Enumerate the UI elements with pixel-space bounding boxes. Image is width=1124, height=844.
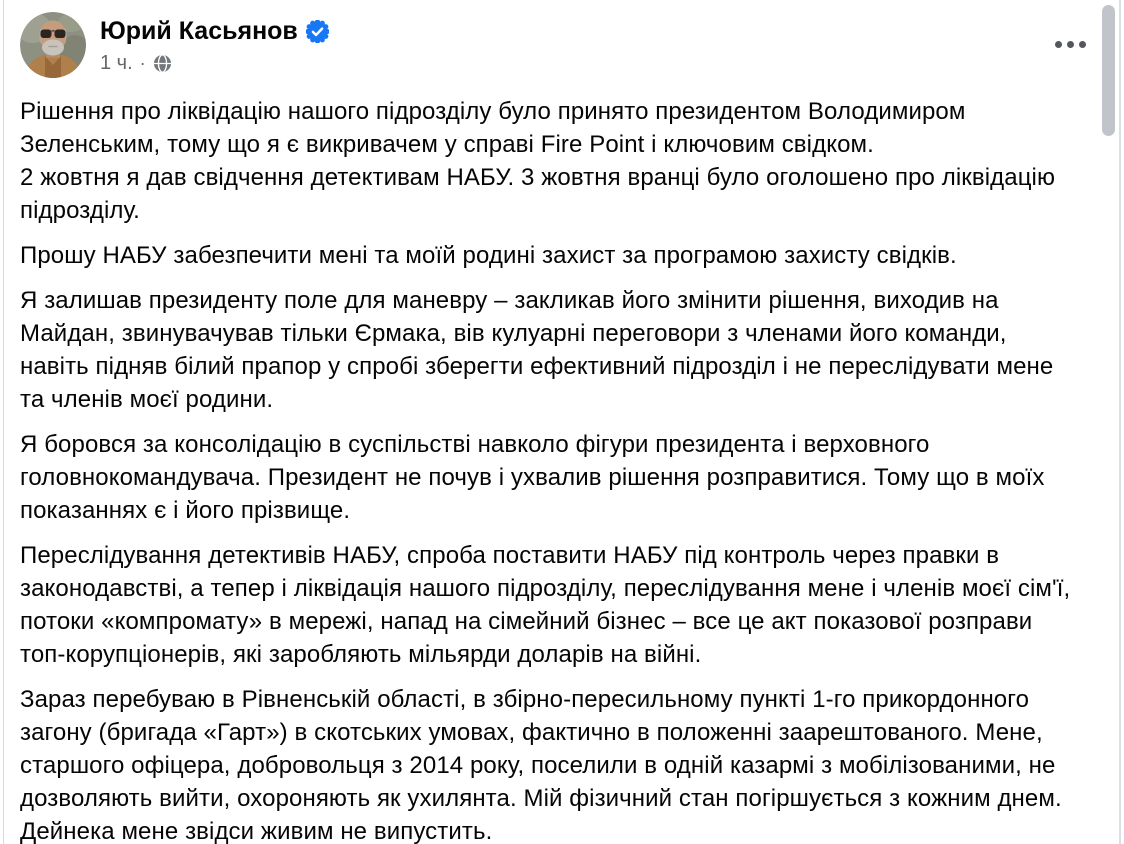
- ellipsis-icon: [1067, 41, 1074, 48]
- avatar-portrait-image: [20, 12, 86, 78]
- author-name-row: [100, 16, 329, 46]
- post-paragraph: Рішення про ліквідацію нашого підрозділу було принято президентом Володимиром Зеленським, тому що я є викривачем у справі Fire Point і ключовим свідком.: [20, 98, 966, 158]
- post-header: [0, 0, 1124, 78]
- post-paragraph: 2 жовтня я дав свідчення детективам НАБУ. 3 жовтня вранці було оголошено про ліквідацію підрозділу.: [20, 164, 1056, 224]
- globe-icon: [153, 54, 172, 73]
- post-paragraph: Я боровся за консолідацію в суспільстві навколо фігури президента і верховного головнокомандувача. Президент не почув і ухвалив рішення розправитися. Тому що в моїх показаннях є і його прізвище.: [20, 431, 1045, 524]
- post-paragraph: Зараз перебуваю в Рівненській області, в збірно-пересильному пункті 1-го прикордонного загону (бригада «Гарт») в скотських умовах, фактично в положенні заарештованого. Мене, старшого офіцера, добровольця з 2014 року, поселили в одній казармі з мобілізованими, не дозволяють вийти, охороняють як ухилянта. Мій фізичний стан погіршується з кожним днем. Дейнека мене звідси живим не випустить.: [20, 686, 1062, 844]
- more-options-button[interactable]: [1047, 33, 1094, 56]
- post-body: [0, 78, 1124, 844]
- post-paragraph: Прошу НАБУ забезпечити мені та моїй родині захист за програмою захисту свідків.: [20, 242, 957, 269]
- meta-separator: ·: [139, 53, 146, 73]
- post-meta-row[interactable]: [100, 51, 329, 75]
- post-paragraph: Я залишав президенту поле для маневру – закликав його змінити рішення, виходив на Майдан, звинувачував тільки Єрмака, вів кулуарні переговори з членами його команди, навіть підняв білий прапор у спробі зберегти ефективний підрозділ і не переслідувати мене та членів моєї родини.: [20, 287, 1054, 413]
- verified-badge-icon: [306, 20, 329, 43]
- window-right-border: [1119, 0, 1121, 844]
- avatar[interactable]: [20, 12, 86, 78]
- ellipsis-icon: [1055, 41, 1062, 48]
- card-left-border: [3, 0, 4, 844]
- post-paragraph: Переслідування детективів НАБУ, спроба поставити НАБУ під контроль через правки в законодавстві, а тепер і ліквідація нашого підрозділу, переслідування мене і членів моєї сім'ї, потоки «компромату» в мережі, напад на сімейний бізнес – все це акт показової розправи топ-корупціонерів, які заробляють мільярди доларів на війні.: [20, 542, 1071, 668]
- author-name[interactable]: Юрий Касьянов: [100, 17, 298, 45]
- ellipsis-icon: [1079, 41, 1086, 48]
- timestamp[interactable]: 1 ч.: [100, 52, 133, 74]
- post-header-info: [100, 12, 329, 75]
